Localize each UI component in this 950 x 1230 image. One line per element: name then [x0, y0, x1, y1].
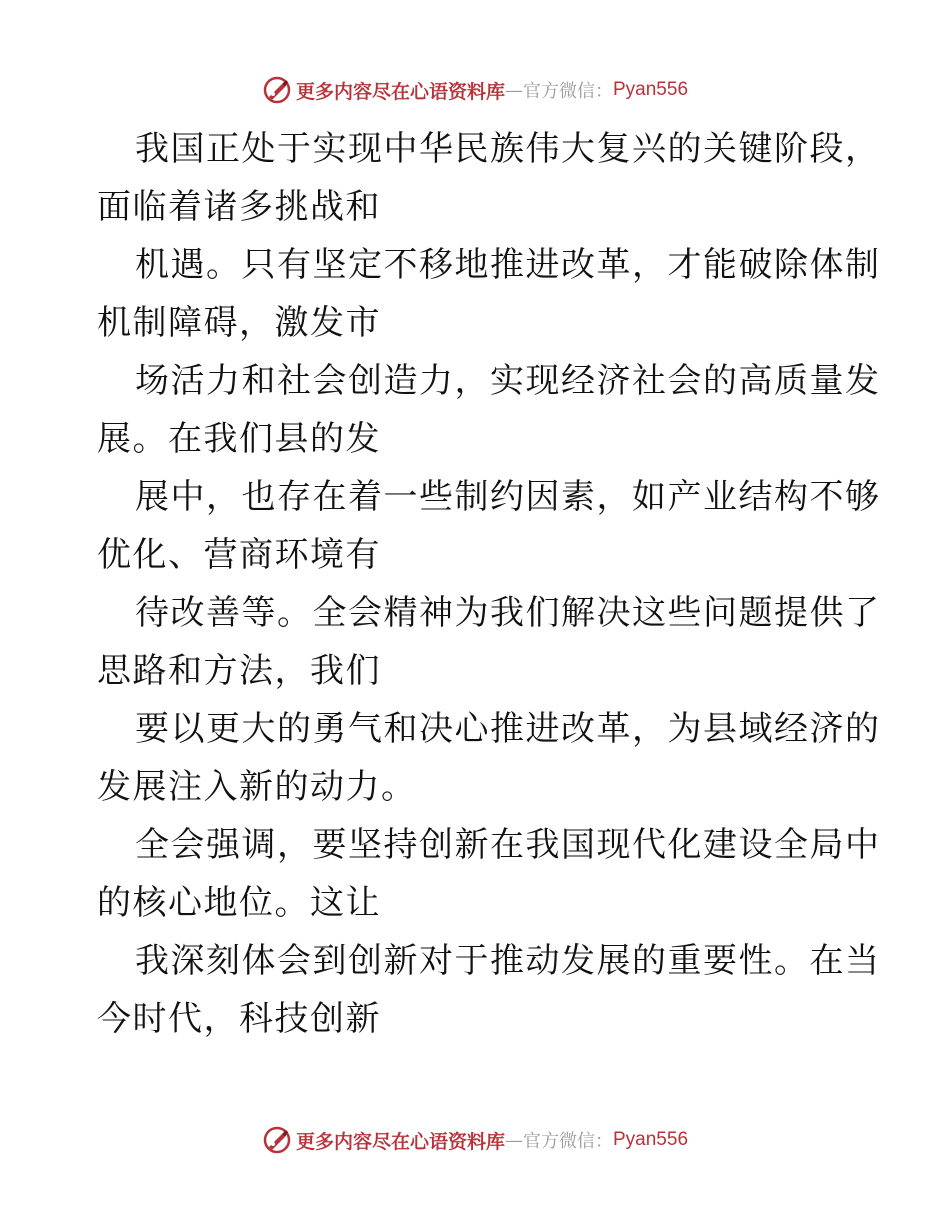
- wechat-id: Pyan556: [613, 79, 689, 100]
- paragraph-line: 面临着诸多挑战和: [97, 187, 381, 227]
- paragraph-line: 的核心地位。这让: [97, 883, 381, 923]
- paragraph-line: 展中，也存在着一些制约因素，如产业结构不够: [135, 477, 881, 517]
- official-label: 官方微信：: [523, 81, 613, 102]
- paragraph-line: 我深刻体会到创新对于推动发展的重要性。在当: [135, 941, 881, 981]
- paragraph: [97, 468, 881, 584]
- paragraph-line: 场活力和社会创造力，实现经济社会的高质量发: [135, 361, 881, 401]
- header-banner: [0, 70, 950, 110]
- pen-logo-icon: [262, 75, 292, 105]
- banner-separator: —: [505, 79, 523, 101]
- brand-text: 更多内容尽在心语资料库: [295, 1130, 505, 1153]
- paragraph-line: 展。在我们县的发: [97, 419, 381, 459]
- banner-separator: —: [505, 1129, 523, 1151]
- paragraph-line: 机遇。只有坚定不移地推进改革，才能破除体制: [135, 245, 881, 285]
- paragraph: [97, 816, 881, 932]
- paragraph-line: 待改善等。全会精神为我们解决这些问题提供了: [135, 593, 881, 633]
- paragraph-line: 优化、营商环境有: [97, 535, 381, 575]
- paragraph-line: 全会强调，要坚持创新在我国现代化建设全局中: [135, 825, 881, 865]
- paragraph-line: 发展注入新的动力。: [97, 767, 417, 807]
- paragraph: [97, 700, 881, 816]
- paragraph: [97, 236, 881, 352]
- paragraph-line: 今时代，科技创新: [97, 999, 381, 1039]
- paragraph-line: 思路和方法，我们: [97, 651, 381, 691]
- wechat-id: Pyan556: [613, 1129, 689, 1150]
- official-label: 官方微信：: [523, 1131, 613, 1152]
- paragraph: [97, 120, 881, 236]
- document-body: [97, 120, 881, 1048]
- footer-banner: [0, 1120, 950, 1160]
- pen-logo-icon: [262, 1125, 292, 1155]
- paragraph-line: 我国正处于实现中华民族伟大复兴的关键阶段，: [135, 129, 881, 169]
- paragraph: [97, 352, 881, 468]
- paragraph: [97, 584, 881, 700]
- paragraph-line: 要以更大的勇气和决心推进改革，为县域经济的: [135, 709, 881, 749]
- brand-text: 更多内容尽在心语资料库: [295, 80, 505, 103]
- paragraph-line: 机制障碍，激发市: [97, 303, 381, 343]
- paragraph: [97, 932, 881, 1048]
